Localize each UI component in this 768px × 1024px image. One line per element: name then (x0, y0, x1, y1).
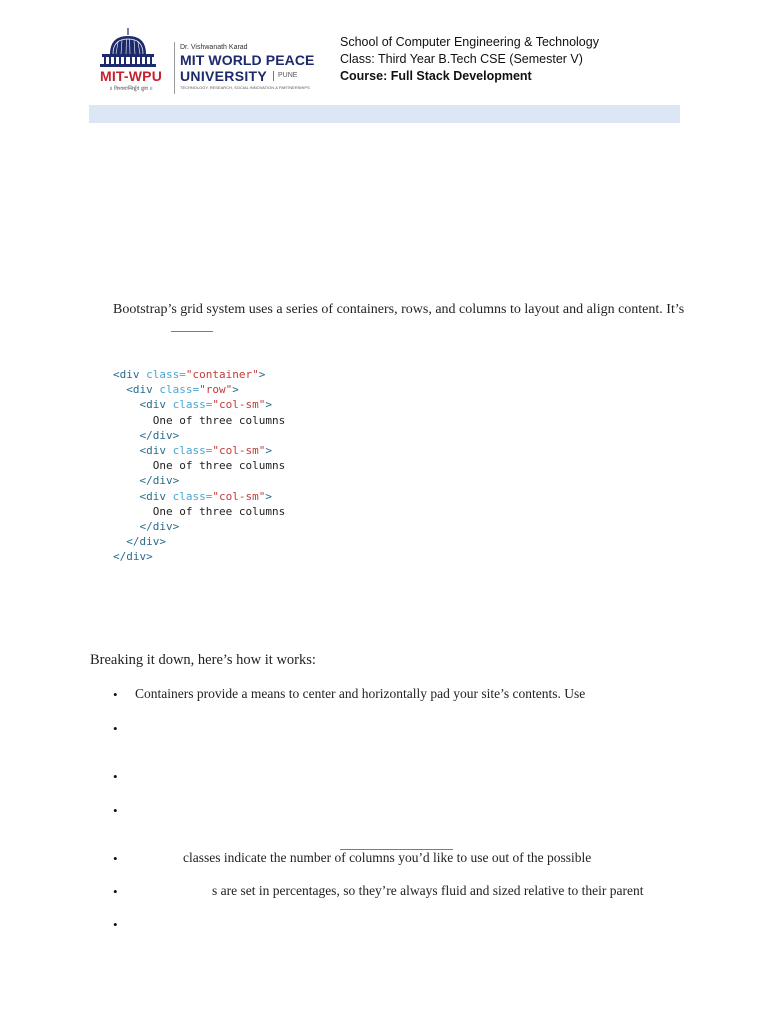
university-name-line1: MIT WORLD PEACE (180, 52, 315, 68)
bullet-marker: • (113, 803, 118, 818)
bullet-marker: • (113, 769, 118, 784)
code-line: <div class="row"> (126, 383, 239, 397)
code-line: </div> (139, 520, 180, 534)
header-band (89, 105, 680, 123)
course-name: Course: Full Stack Development (340, 69, 532, 83)
bullet-marker: • (113, 917, 118, 932)
logo-divider (174, 42, 175, 94)
bullet-marker: • (113, 721, 118, 736)
university-city: PUNE (273, 71, 297, 81)
bullet-text: classes indicate the number of columns you’d like to use out of the possible (183, 850, 592, 865)
page-header (90, 28, 680, 98)
school-name: School of Computer Engineering & Technology (340, 35, 599, 49)
code-line: </div> (126, 535, 166, 549)
bullet-text: Containers provide a means to center and horizontally pad your site’s contents. Use (135, 686, 586, 701)
code-block (113, 367, 285, 565)
code-line: One of three columns (152, 459, 286, 473)
dome-logo-icon (96, 28, 160, 68)
code-line: <div class="col-sm"> (139, 444, 272, 458)
bullet-marker: • (113, 884, 118, 899)
code-line: One of three columns (152, 504, 286, 518)
university-tagline: TECHNOLOGY, RESEARCH, SOCIAL INNOVATION & PARTNERSHIPS (180, 85, 310, 90)
course-info (340, 34, 680, 85)
bullet-text: s are set in percentages, so they’re always fluid and sized relative to their parent (212, 883, 644, 898)
bullet-marker: • (113, 851, 118, 866)
link-underline[interactable] (171, 331, 213, 332)
class-name: Class: Third Year B.Tech CSE (Semester V) (340, 52, 583, 66)
university-name-row (180, 68, 340, 84)
logo-motto: ॥ विश्वशान्तिर्ध्रुवं ध्रुवा ॥ (109, 86, 153, 92)
university-name-line2: UNIVERSITY (180, 68, 268, 84)
logo-wordmark: MIT-WPU (99, 68, 163, 84)
code-line: </div> (113, 550, 153, 564)
mit-wpu-logo (90, 28, 170, 96)
founder-name: Dr. Vishwanath Karad (180, 44, 248, 51)
intro-paragraph: Bootstrap’s grid system uses a series of containers, rows, and columns to layout and align content. It’s (113, 302, 685, 317)
breakdown-heading: Breaking it down, here’s how it works: (90, 652, 316, 668)
university-name-block (180, 43, 340, 91)
code-line: <div class="col-sm"> (139, 398, 272, 412)
bullet-marker: • (113, 687, 118, 702)
code-line: One of three columns (152, 413, 286, 427)
code-line: <div class="container"> (113, 368, 266, 381)
code-line: <div class="col-sm"> (139, 489, 272, 503)
code-line: </div> (139, 428, 180, 442)
code-line: </div> (139, 474, 180, 488)
